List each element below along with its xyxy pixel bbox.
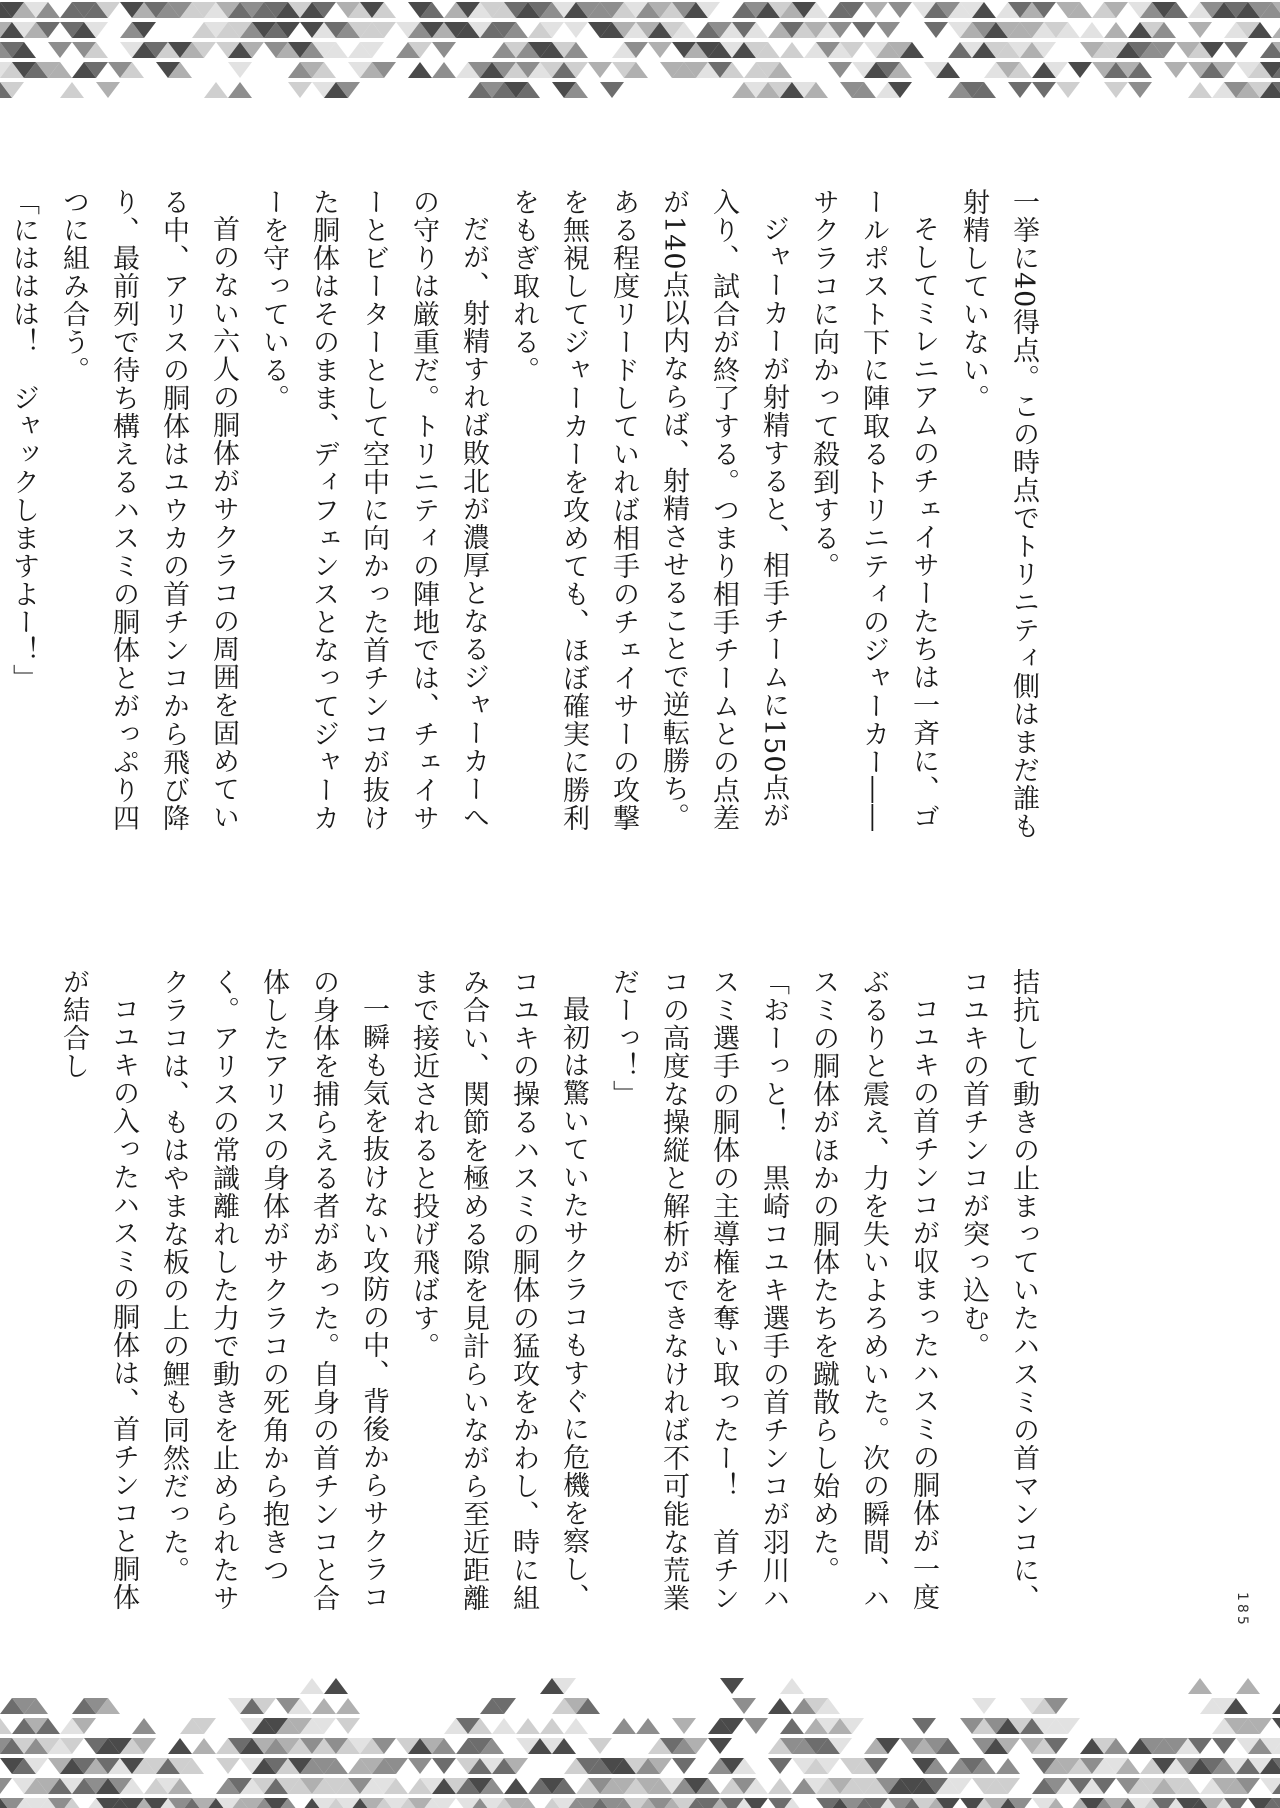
decorative-triangle [636,1718,660,1734]
decorative-triangle [192,1738,216,1754]
paragraph: 一挙に40得点。この時点でトリニティ側はまだ誰も射精していない。 [958,188,1039,841]
decorative-triangle [1188,82,1212,98]
decorative-triangle [336,1698,360,1714]
decorative-triangle [768,1698,792,1714]
decorative-triangle [516,1718,540,1734]
decorative-triangle [768,1758,792,1774]
decorative-triangle [1164,62,1188,78]
decorative-triangle [1032,82,1056,98]
decorative-triangle [744,1718,768,1734]
decorative-triangle [996,1758,1020,1774]
decorative-triangle [780,1678,804,1694]
decorative-triangle [864,2,888,18]
decorative-triangle [1188,1678,1212,1694]
decorative-triangle [1008,82,1032,98]
decorative-triangle [48,42,72,58]
paragraph: コユキの入ったハスミの胴体は、首チンコと胴体が結合し [58,968,139,1611]
decorative-triangle [540,1718,564,1734]
text-block-upper [8,188,1048,848]
paragraph: 最初は驚いていたサクラコもすぐに危機を察し、コユキの操るハスミの胴体の猛攻をかわし、時に組み合い、関節を極める隙を見計らいながら至近距離まで接近されると投げ飛ばす。 [408,968,589,1612]
decorative-triangle [780,1718,804,1734]
page-number: 185 [1234,1592,1250,1628]
decorative-triangle [672,1718,696,1734]
decorative-triangle [888,2,912,18]
decorative-triangle [1104,82,1128,98]
decorative-triangle-border-bottom [0,1676,1280,1808]
decorative-triangle [564,22,588,38]
decorative-triangle [300,1678,324,1694]
decorative-triangle [720,1678,744,1694]
decorative-triangle [336,1718,360,1734]
decorative-triangle [0,1778,12,1794]
decorative-triangle [1128,82,1152,98]
decorative-triangle [876,22,900,38]
decorative-triangle [0,1718,12,1734]
decorative-triangle [768,1778,792,1794]
decorative-triangle [228,82,252,98]
decorative-triangle [852,22,876,38]
decorative-triangle [60,82,84,98]
decorative-triangle [1236,1678,1260,1694]
decorative-triangle [324,1678,348,1694]
decorative-triangle [828,62,852,78]
decorative-triangle [588,62,612,78]
decorative-triangle [288,82,312,98]
decorative-triangle [1272,22,1280,38]
decorative-triangle [408,62,432,78]
paragraph: 首のない六人の胴体がサクラコの周囲を固めている中、アリスの胴体はユウカの首チンコから飛び降り、最前列で待ち構えるハスミの胴体とがっぷり四つに組み合う。 [58,188,239,832]
decorative-triangle [1212,1738,1236,1754]
decorative-triangle [924,22,948,38]
paragraph: 「おーっと！ 黒崎コユキ選手の首チンコが羽川ハスミ選手の胴体の主導権を奪い取ったー！ 首チンコの高度な操縦と解析ができなければ不可能な荒業だーっ！」 [608,968,789,1612]
decorative-triangle [564,1718,588,1734]
decorative-triangle [912,1718,936,1734]
decorative-triangle [612,1718,636,1734]
decorative-triangle [1272,1698,1280,1714]
decorative-triangle [216,1758,240,1774]
decorative-triangle [432,62,456,78]
paragraph: だが、射精すれば敗北が濃厚となるジャーカーへの守りは厳重だ。トリニティの陣地では、チェイサーとビーターとして空中に向かった首チンコが抜けた胴体はそのまま、ディフェンスとなってジャーカーを守っている。 [258,188,489,832]
decorative-triangle [1056,82,1080,98]
decorative-triangle [1188,22,1212,38]
decorative-triangle [1272,1718,1280,1734]
decorative-triangle-border-top [0,0,1280,100]
paragraph: コユキの首チンコが収まったハスミの胴体が一度ぶるりと震え、力を失いよろめいた。次の瞬間、ハスミの胴体がほかの胴体たちを蹴散らし始めた。 [808,968,939,1612]
decorative-triangle [708,1738,732,1754]
decorative-triangle [96,82,120,98]
decorative-triangle [432,1758,456,1774]
decorative-triangle [780,42,804,58]
decorative-triangle [588,1738,612,1754]
decorative-triangle [408,1758,432,1774]
decorative-triangle [972,1698,996,1714]
decorative-triangle [672,1758,696,1774]
decorative-triangle [204,82,228,98]
decorative-triangle [648,42,672,58]
decorative-triangle [168,1738,192,1754]
decorative-triangle [1080,22,1104,38]
decorative-triangle [132,1718,156,1734]
paragraph: 拮抗して動きの止まっていたハスミの首マンコに、コユキの首チンコが突っ込む。 [958,968,1039,1612]
decorative-triangle [1068,62,1092,78]
decorative-triangle [732,1698,756,1714]
paragraph: そしてミレニアムのチェイサーたちは一斉に、ゴールポスト下に陣取るトリニティのジャーカー――サクラコに向かって殺到する。 [808,188,939,832]
decorative-triangle [504,1778,528,1794]
decorative-triangle [1224,42,1248,58]
decorative-triangle [1104,22,1128,38]
paragraph: ジャーカーが射精すると、相手チームに150点が入り、試合が終了する。つまり相手チームとの点差が140点以内ならば、射精させることで逆転勝ち。ある程度リードしていれば相手のチェイサーの攻撃を無視してジャーカーを攻めても、ほぼ確実に勝利をもぎ取れる。 [508,188,789,832]
paragraph: 一瞬も気を抜けない攻防の中、背後からサクラコの身体を捕らえる者があった。自身の首チンコと合体したアリスの身体がサクラコの死角から抱きつく。アリスの常識離れした力で動きを止められたサクラコは、もはやまな板の上の鯉も同然だった。 [158,968,389,1612]
decorative-triangle [432,42,456,58]
text-block-lower [58,968,1048,1628]
decorative-triangle [228,62,252,78]
paragraph: 「にははは！ ジャックしますよー！」 [8,188,39,692]
decorative-triangle [492,1718,516,1734]
decorative-triangle [600,82,624,98]
decorative-triangle [312,1698,336,1714]
